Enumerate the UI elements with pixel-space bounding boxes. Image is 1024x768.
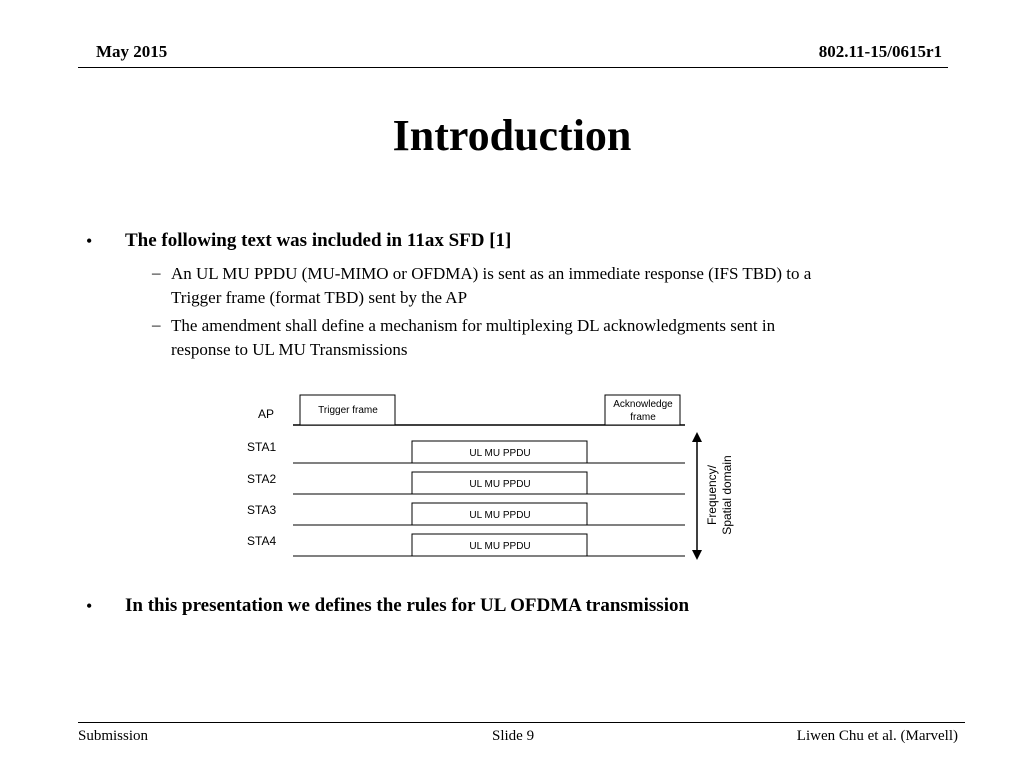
bullet-1-text: The following text was included in 11ax SFD [1] <box>125 230 512 251</box>
ap-label: AP <box>258 407 275 421</box>
sta1-ppdu-label: UL MU PPDU <box>469 448 531 459</box>
slide-title: Introduction <box>392 111 632 160</box>
footer-author: Liwen Chu et al. (Marvell) <box>796 728 958 744</box>
sub-bullet-1-line-1: An UL MU PPDU (MU-MIMO or OFDMA) is sent as an immediate response (IFS TBD) to a <box>171 264 812 283</box>
sta4-ppdu-label: UL MU PPDU <box>469 541 531 552</box>
sta1-label: STA1 <box>247 440 277 454</box>
bullet-marker: • <box>86 596 93 616</box>
axis-label-line-1: Frequency/ <box>705 464 719 526</box>
sub-bullet-2-line-1: The amendment shall define a mechanism for multiplexing DL acknowledgments sent in <box>171 316 776 335</box>
footer-submission: Submission <box>78 728 149 744</box>
sub-bullet-marker: – <box>152 315 161 334</box>
bullet-marker: • <box>86 231 93 251</box>
footer-divider <box>78 722 965 723</box>
arrow-head-down <box>692 550 702 560</box>
sub-bullet-marker: – <box>152 263 161 282</box>
trigger-frame-label: Trigger frame <box>318 405 378 416</box>
footer-slide-number: Slide 9 <box>492 728 535 744</box>
bullet-2-text: In this presentation we defines the rules for UL OFDMA transmission <box>125 595 690 616</box>
header-date: May 2015 <box>96 42 168 61</box>
sta2-label: STA2 <box>247 472 277 486</box>
sta4-label: STA4 <box>247 534 277 548</box>
sta3-label: STA3 <box>247 503 277 517</box>
ack-frame-label-line-2: frame <box>630 412 656 423</box>
header-doc-id: 802.11-15/0615r1 <box>818 42 942 61</box>
axis-label-line-2: Spatial domain <box>720 455 734 535</box>
sta2-ppdu-label: UL MU PPDU <box>469 479 531 490</box>
arrow-head-up <box>692 432 702 442</box>
sub-bullet-2-line-2: response to UL MU Transmissions <box>171 340 408 359</box>
sub-bullet-1-line-2: Trigger frame (format TBD) sent by the AP <box>171 288 468 307</box>
sta3-ppdu-label: UL MU PPDU <box>469 510 531 521</box>
ack-frame-label-line-1: Acknowledge <box>613 399 673 410</box>
